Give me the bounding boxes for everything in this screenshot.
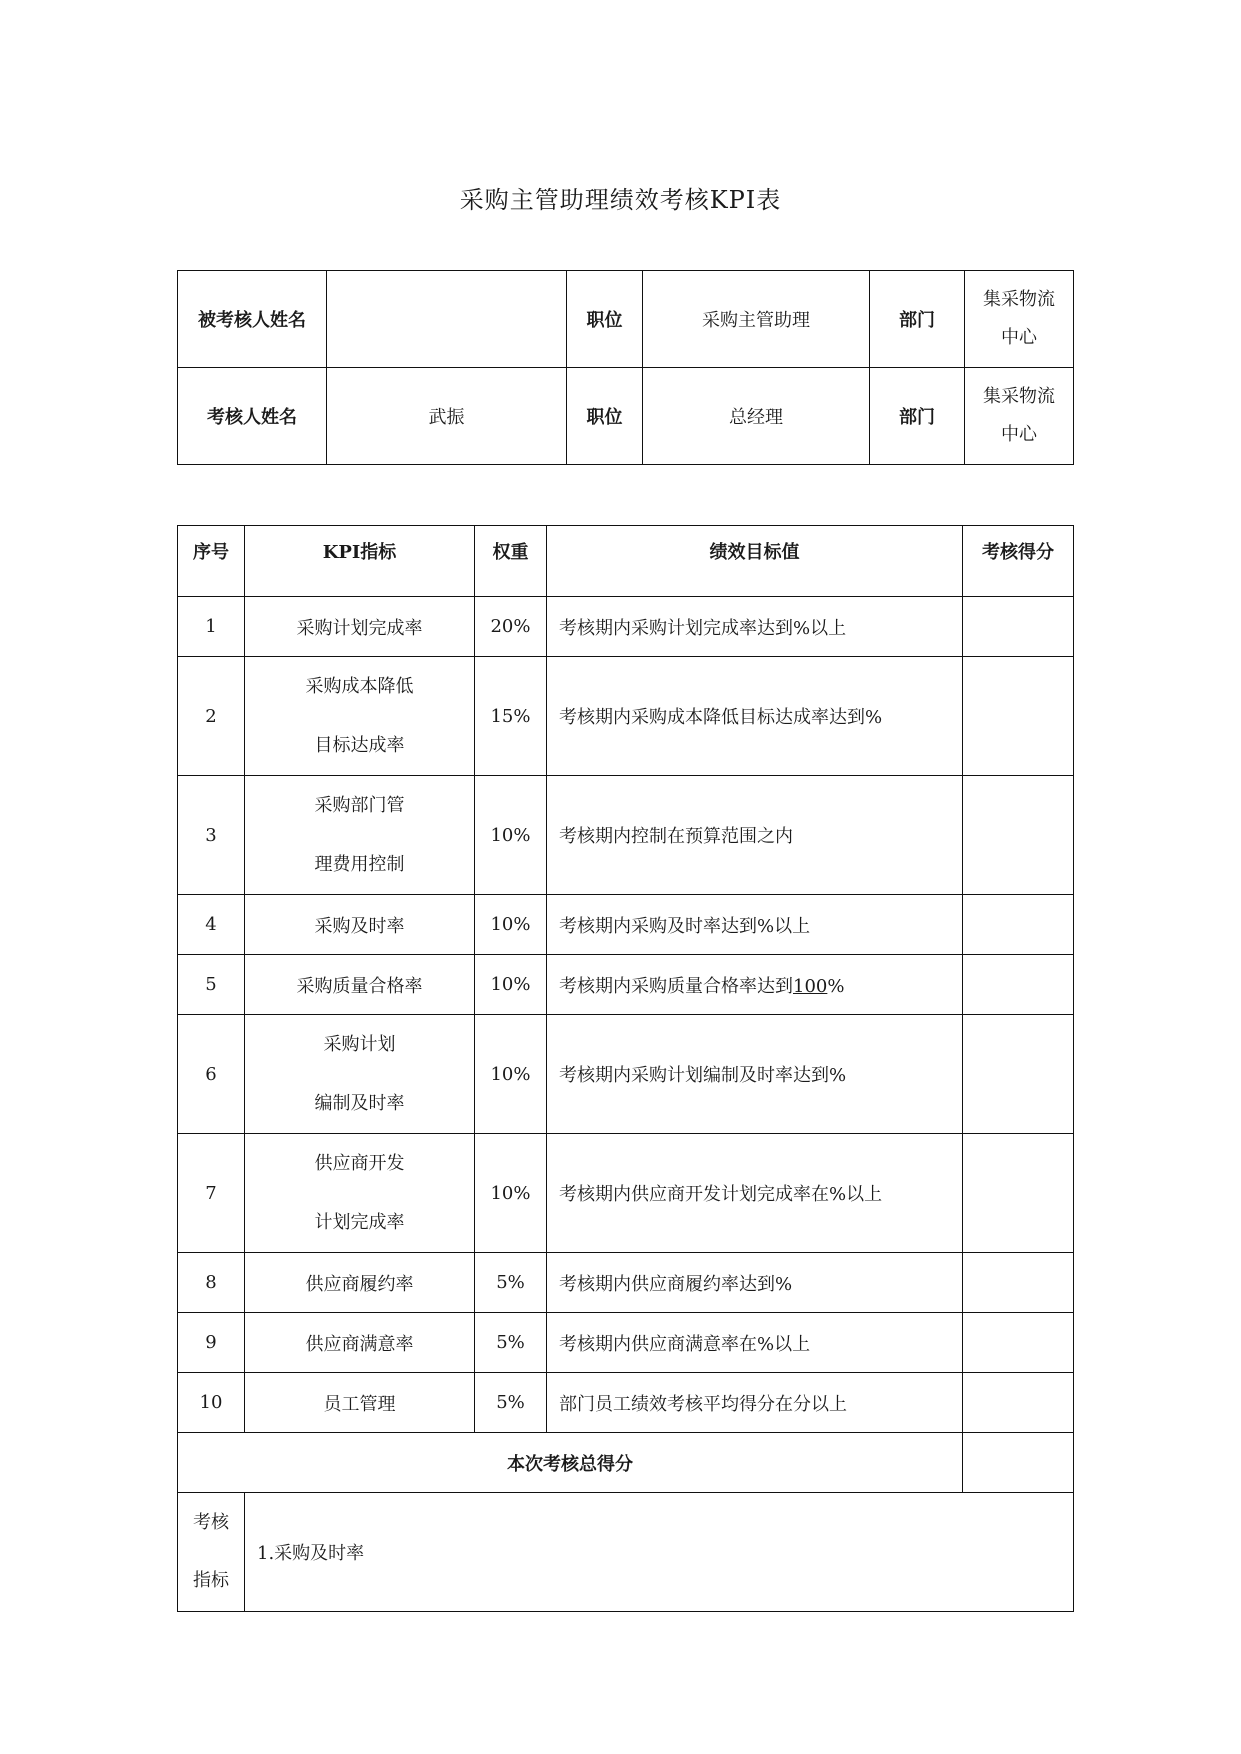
assessment-indicator-label-line1: 考核 <box>193 1512 229 1533</box>
row-indicator-line1: 采购成本降低 <box>305 676 414 697</box>
page-title: 采购主管助理绩效考核KPI表 <box>459 186 782 214</box>
department-value-line2: 中心 <box>1001 327 1037 348</box>
position-label: 职位 <box>567 271 643 368</box>
row-score-cell[interactable] <box>963 895 1074 955</box>
row-indicator-line1: 采购计划 <box>323 1034 396 1055</box>
row-weight: 10% <box>475 895 547 955</box>
row-no: 2 <box>178 657 245 776</box>
row-score-cell[interactable] <box>963 657 1074 776</box>
table-row <box>178 1015 1074 1134</box>
info-row <box>178 368 1074 465</box>
row-weight: 20% <box>475 597 547 657</box>
row-score-cell[interactable] <box>963 776 1074 895</box>
kpi-table <box>177 525 1074 1612</box>
department-label: 部门 <box>870 368 965 465</box>
table-row <box>178 1313 1074 1373</box>
row-score-cell[interactable] <box>963 1134 1074 1253</box>
row-weight: 10% <box>475 1134 547 1253</box>
row-no: 3 <box>178 776 245 895</box>
table-row <box>178 657 1074 776</box>
row-score-cell[interactable] <box>963 1253 1074 1313</box>
row-indicator-line2: 编制及时率 <box>314 1093 405 1114</box>
row-score-cell[interactable] <box>963 1313 1074 1373</box>
total-score-label: 本次考核总得分 <box>178 1433 963 1493</box>
header-weight: 权重 <box>475 526 547 597</box>
row-target: 考核期内采购计划完成率达到%以上 <box>547 597 963 657</box>
department-value-line2: 中心 <box>1001 424 1037 445</box>
total-score-cell[interactable] <box>963 1433 1074 1493</box>
row-indicator: 供应商履约率 <box>245 1253 475 1313</box>
row-indicator: 采购计划完成率 <box>245 597 475 657</box>
position-label: 职位 <box>567 368 643 465</box>
row-score-cell[interactable] <box>963 1373 1074 1433</box>
position-value: 总经理 <box>643 368 870 465</box>
header-score: 考核得分 <box>963 526 1074 597</box>
kpi-header-row <box>178 526 1074 597</box>
row-indicator: 员工管理 <box>245 1373 475 1433</box>
table-row <box>178 1134 1074 1253</box>
assessor-name-field[interactable]: 武振 <box>327 368 567 465</box>
row-weight: 5% <box>475 1373 547 1433</box>
header-target: 绩效目标值 <box>547 526 963 597</box>
department-value <box>965 368 1074 465</box>
row-target: 考核期内采购成本降低目标达成率达到% <box>547 657 963 776</box>
row-target: 部门员工绩效考核平均得分在分以上 <box>547 1373 963 1433</box>
assessee-name-label: 被考核人姓名 <box>178 271 327 368</box>
row-score-cell[interactable] <box>963 1015 1074 1134</box>
row-target: 考核期内供应商满意率在%以上 <box>547 1313 963 1373</box>
row-weight: 10% <box>475 1015 547 1134</box>
assessee-name-field[interactable] <box>327 271 567 368</box>
table-row <box>178 895 1074 955</box>
row-target: 考核期内采购及时率达到%以上 <box>547 895 963 955</box>
row-no: 7 <box>178 1134 245 1253</box>
row-target-text: 考核期内采购质量合格率达到 <box>559 975 793 997</box>
row-score-cell[interactable] <box>963 597 1074 657</box>
row-indicator-line2: 目标达成率 <box>314 735 405 756</box>
row-indicator: 供应商满意率 <box>245 1313 475 1373</box>
table-row <box>178 597 1074 657</box>
position-value: 采购主管助理 <box>643 271 870 368</box>
row-target: 考核期内供应商履约率达到% <box>547 1253 963 1313</box>
row-weight: 10% <box>475 955 547 1015</box>
row-no: 4 <box>178 895 245 955</box>
row-target-suffix: % <box>827 975 845 997</box>
row-indicator-line1: 供应商开发 <box>314 1153 405 1174</box>
row-no: 9 <box>178 1313 245 1373</box>
row-weight: 5% <box>475 1313 547 1373</box>
department-value-line1: 集采物流 <box>983 386 1055 407</box>
row-no: 6 <box>178 1015 245 1134</box>
table-row <box>178 1373 1074 1433</box>
row-weight: 15% <box>475 657 547 776</box>
row-indicator <box>245 1134 475 1253</box>
assessment-indicator-label <box>178 1493 245 1612</box>
total-score-row <box>178 1433 1074 1493</box>
row-score-cell[interactable] <box>963 955 1074 1015</box>
row-indicator <box>245 1015 475 1134</box>
row-indicator: 采购质量合格率 <box>245 955 475 1015</box>
department-value-line1: 集采物流 <box>983 289 1055 310</box>
department-label: 部门 <box>870 271 965 368</box>
row-no: 8 <box>178 1253 245 1313</box>
row-indicator <box>245 776 475 895</box>
assessor-name-label: 考核人姓名 <box>178 368 327 465</box>
assessment-indicator-text: 1.采购及时率 <box>245 1493 1074 1612</box>
assessment-indicator-row <box>178 1493 1074 1612</box>
row-target: 考核期内控制在预算范围之内 <box>547 776 963 895</box>
info-row <box>178 271 1074 368</box>
department-value <box>965 271 1074 368</box>
row-no: 5 <box>178 955 245 1015</box>
row-target-underlined-value: 100 <box>793 975 828 997</box>
assessee-info-table <box>177 270 1074 465</box>
header-no: 序号 <box>178 526 245 597</box>
row-target: 考核期内供应商开发计划完成率在%以上 <box>547 1134 963 1253</box>
table-row <box>178 955 1074 1015</box>
table-row <box>178 1253 1074 1313</box>
row-target <box>547 955 963 1015</box>
row-indicator-line2: 理费用控制 <box>314 854 405 875</box>
row-indicator-line1: 采购部门管 <box>314 795 405 816</box>
row-indicator-line2: 计划完成率 <box>314 1212 405 1233</box>
table-row <box>178 776 1074 895</box>
row-indicator <box>245 657 475 776</box>
row-indicator: 采购及时率 <box>245 895 475 955</box>
row-target: 考核期内采购计划编制及时率达到% <box>547 1015 963 1134</box>
assessment-indicator-label-line2: 指标 <box>193 1570 229 1591</box>
header-indicator: KPI指标 <box>245 526 475 597</box>
row-weight: 5% <box>475 1253 547 1313</box>
row-no: 10 <box>178 1373 245 1433</box>
row-no: 1 <box>178 597 245 657</box>
row-weight: 10% <box>475 776 547 895</box>
